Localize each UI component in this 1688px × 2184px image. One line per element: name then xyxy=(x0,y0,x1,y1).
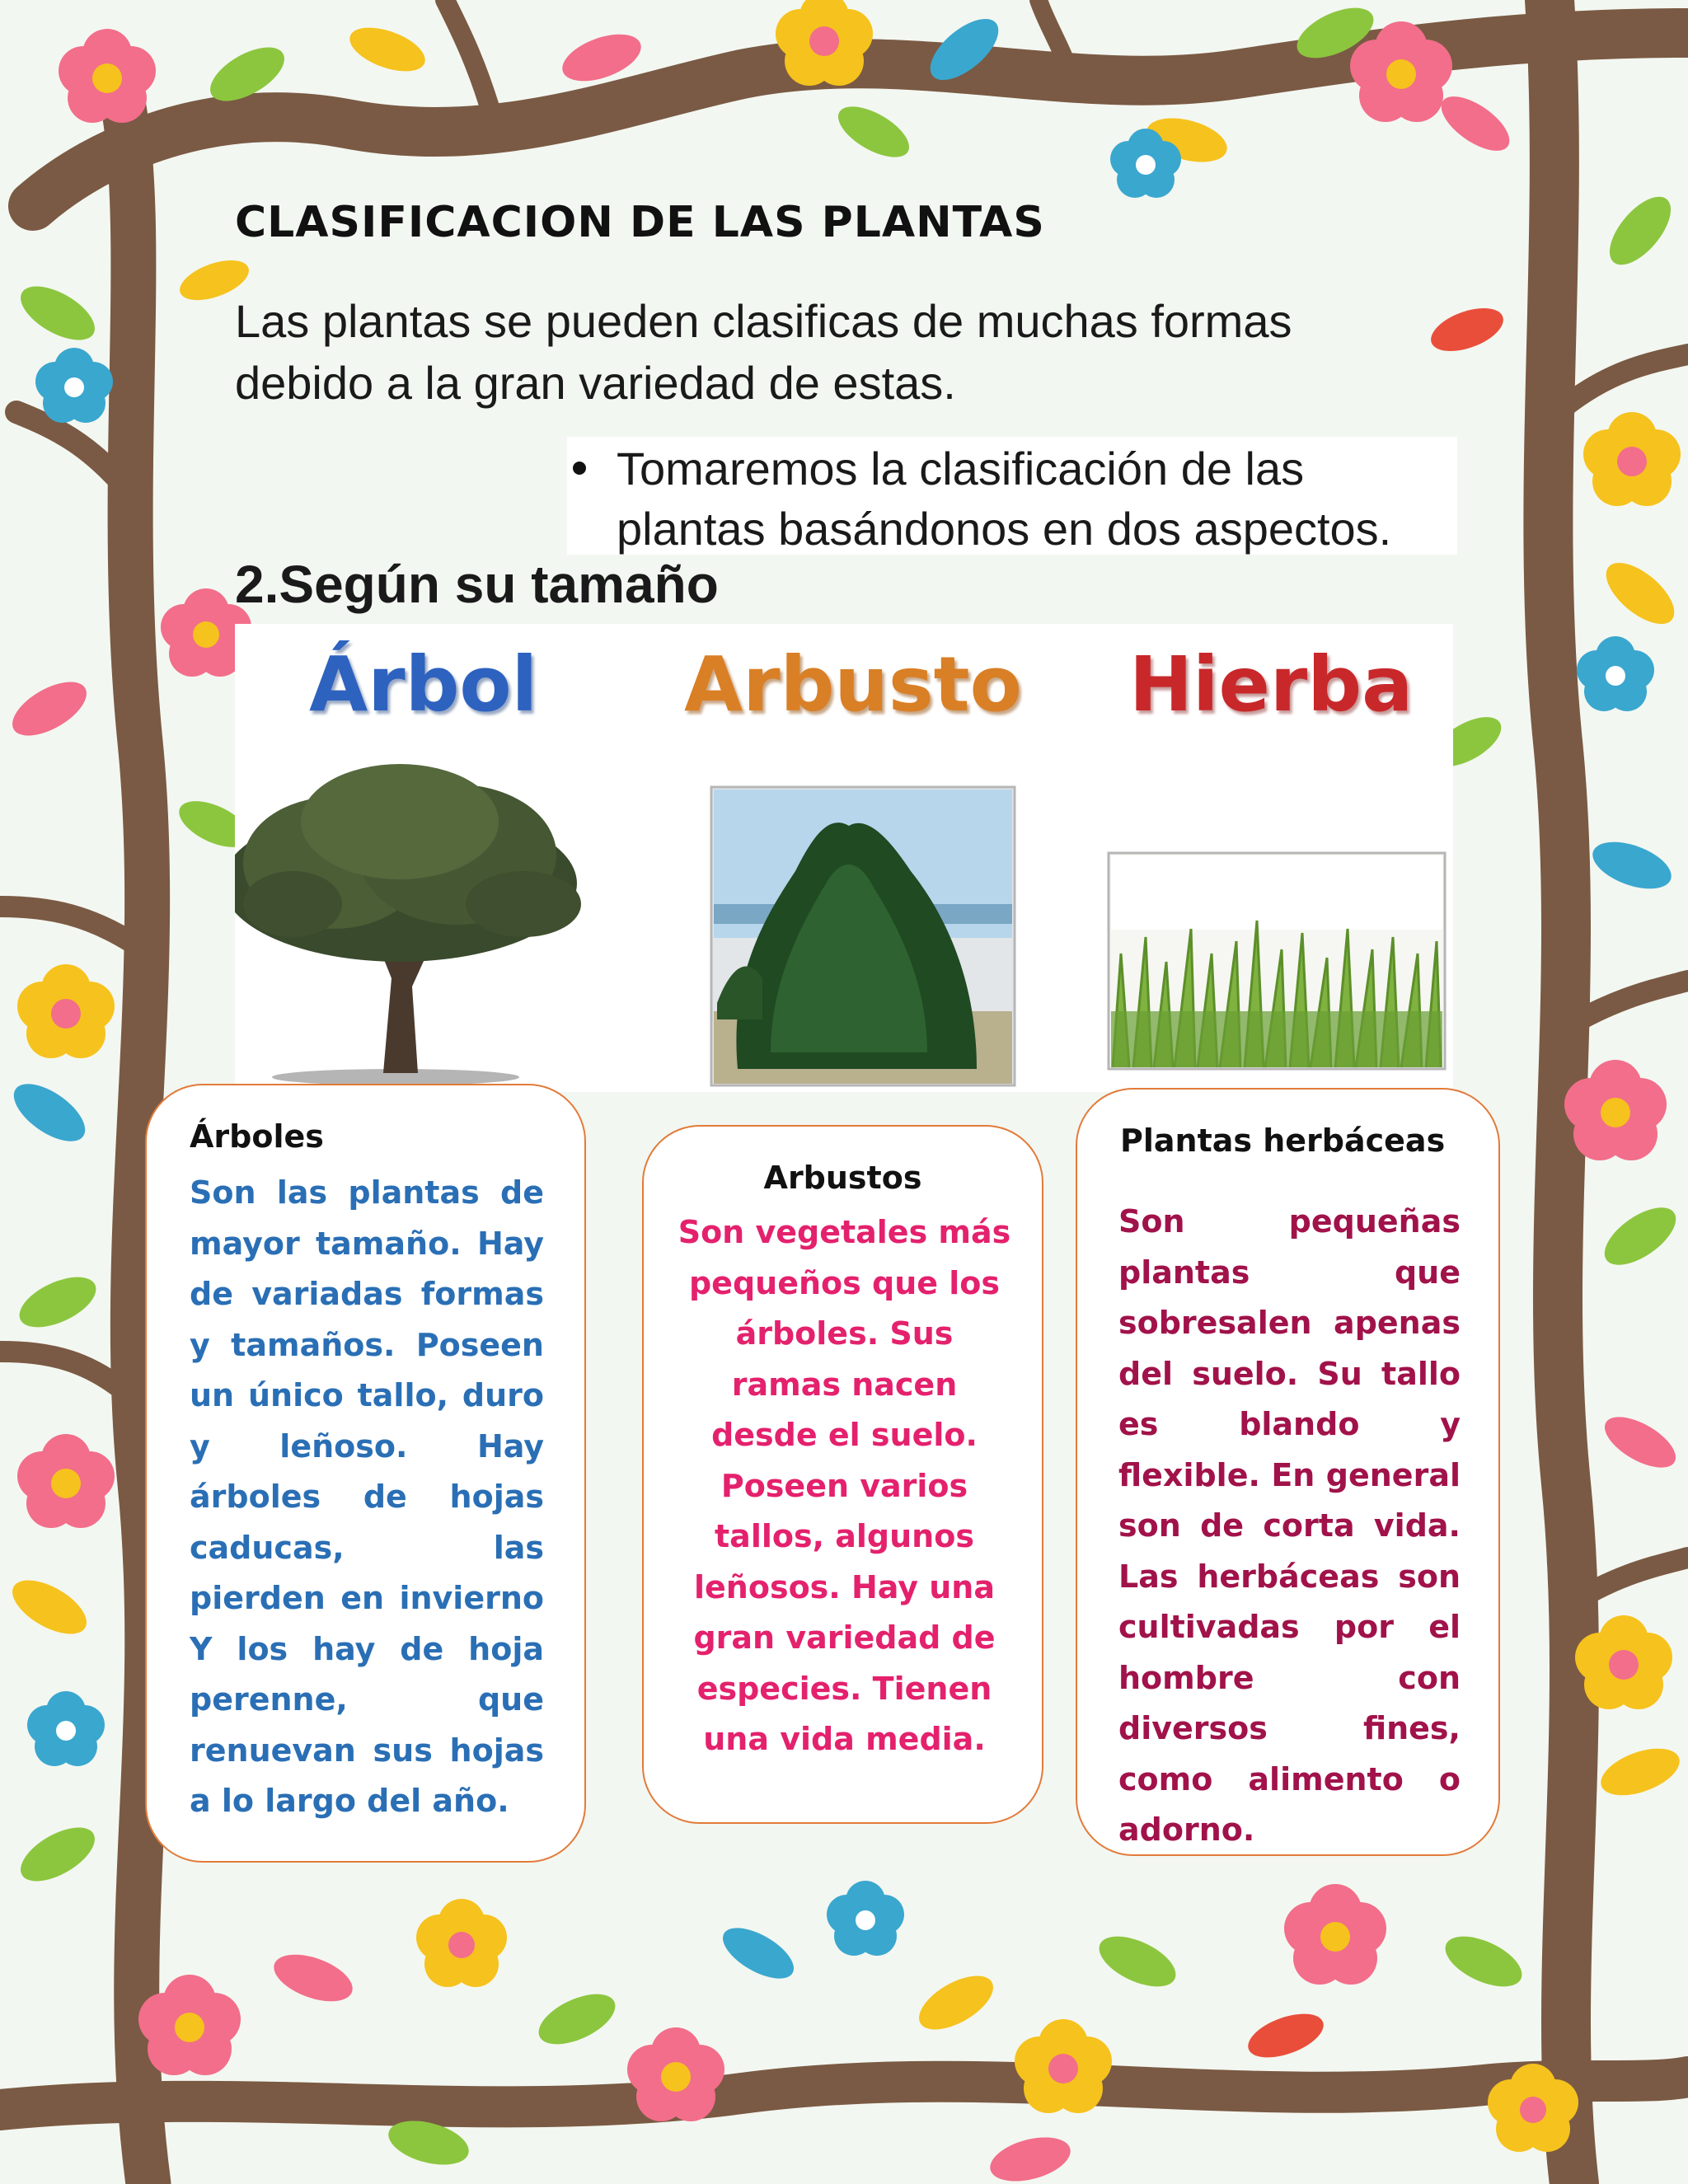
bush-picture xyxy=(711,787,1015,1085)
card-plantas-herbaceas xyxy=(1076,1088,1500,1856)
card-text: Son pequeñas plantas que sobresalen apenas del suelo. Su tallo es blando y flexible. En general son de corta vida. Las herbáceas son cultivadas por el hombre con diversos fines, como alimento o adorno. xyxy=(1118,1203,1461,1848)
card-text: Son vegetales más pequeños que los árboles. Sus ramas nacen desde el suelo. Poseen varios tallos, algunos leñosos. Hay una gran variedad de especies. Tienen una vida media. xyxy=(678,1214,1011,1757)
label-arbol: Árbol xyxy=(309,640,538,729)
card-title: Arbustos xyxy=(763,1160,922,1196)
card-arboles xyxy=(145,1084,586,1863)
plant-pictures xyxy=(235,624,1453,1092)
bullet-icon xyxy=(573,462,586,475)
card-title: Plantas herbáceas xyxy=(1120,1122,1446,1159)
plant-size-illustration xyxy=(235,624,1453,1092)
label-arbusto: Arbusto xyxy=(684,640,1022,729)
card-text: Son las plantas de mayor tamaño. Hay de variadas formas y tamaños. Poseen un único tallo, duro y leñoso. Hay árboles de hojas caducas, las pierden en invierno Y los hay de hoja perenne, que renuevan sus hojas a lo largo del año. xyxy=(190,1174,544,1819)
intro-paragraph: Las plantas se pueden clasificas de muchas formas debido a la gran variedad de estas. xyxy=(235,295,1292,409)
section-heading: 2.Según su tamaño xyxy=(235,555,719,614)
card-arbustos xyxy=(642,1125,1043,1824)
grass-picture xyxy=(1109,853,1445,1069)
tree-picture xyxy=(235,764,581,1085)
card-title: Árboles xyxy=(190,1118,324,1155)
bullet-text: Tomaremos la clasificación de las plantas basándonos en dos aspectos. xyxy=(617,443,1392,555)
page-title: CLASIFICACION DE LAS PLANTAS xyxy=(235,198,1045,247)
label-hierba: Hierba xyxy=(1129,640,1414,729)
